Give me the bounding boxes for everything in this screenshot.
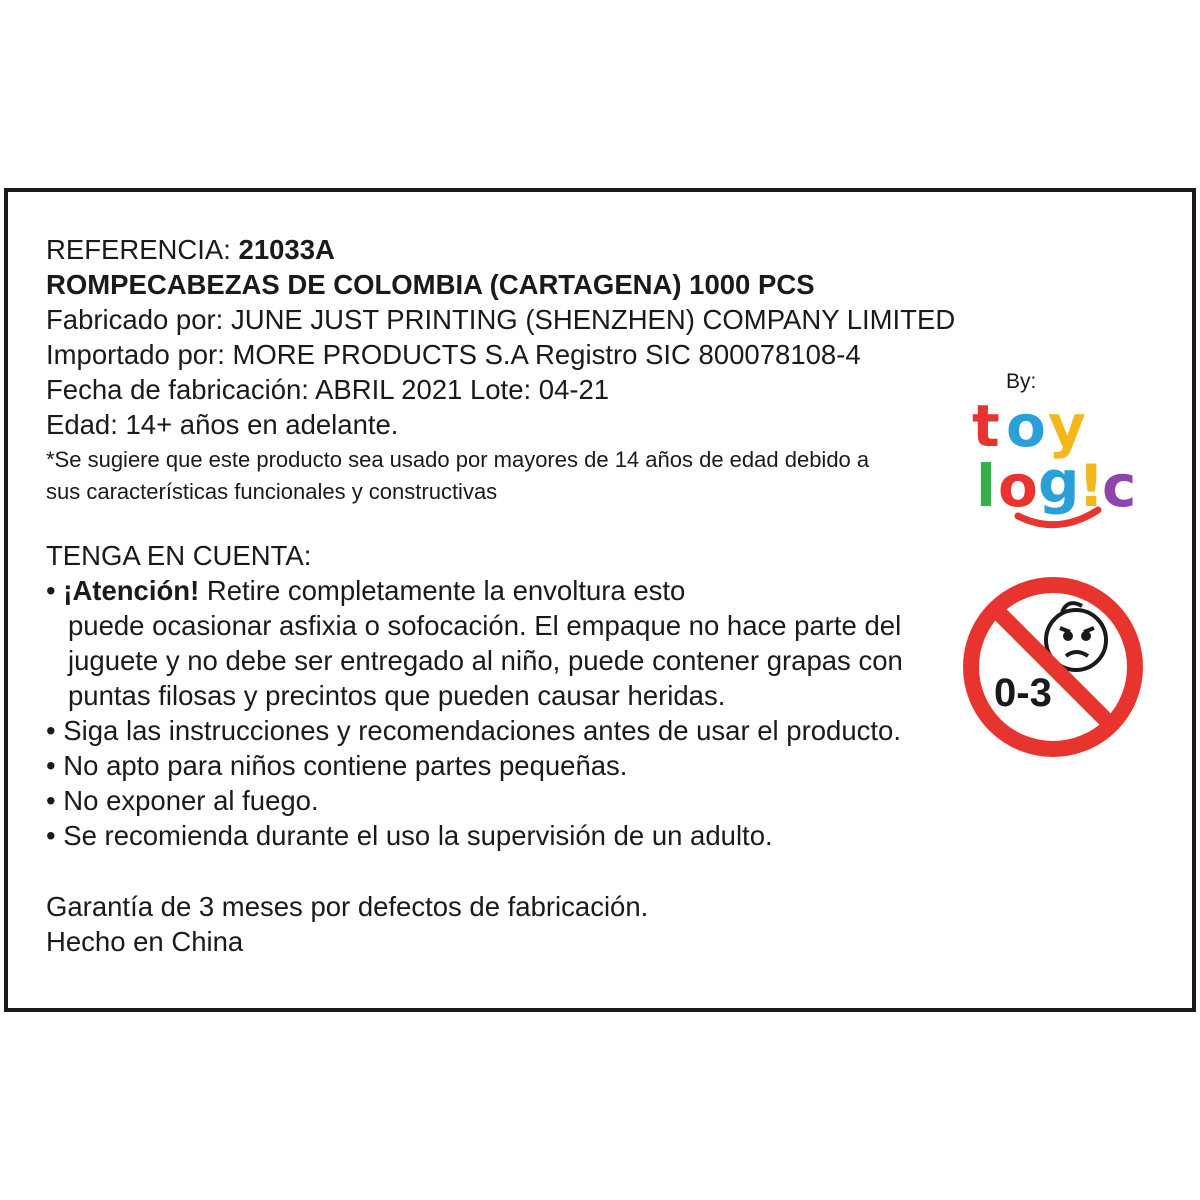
warning-item-2 [46,713,986,748]
logo-letter-c: c [1102,452,1137,520]
reference-line [46,232,986,267]
logo-letter-l: l [976,452,996,520]
bullet: • [46,820,56,851]
logo-letter-i: ! [1078,452,1105,520]
age-warning [958,572,1148,762]
warning-item-1-cont-2: juguete y no debe ser entregado al niño, puede contener grapas con [68,645,903,676]
fabrication-date-line: Fecha de fabricación: ABRIL 2021 Lote: 04-21 [46,374,610,405]
by-label: By: [1006,370,1037,393]
manufacturer-line: Fabricado por: JUNE JUST PRINTING (SHENZHEN) COMPANY LIMITED [46,304,956,335]
warnings-heading: TENGA EN CUENTA: [46,540,312,571]
age-line: Edad: 14+ años en adelante. [46,409,399,440]
age-note-line-2: sus características funcionales y constructivas [46,479,498,504]
warning-item-text: Retire completamente la envoltura esto [199,575,686,606]
label-text [46,232,986,959]
logo-letter-y: y [1048,394,1086,460]
attention-text: ¡Atención! [63,575,200,606]
logo-letter-o: o [1006,394,1046,460]
bullet: • [46,750,56,781]
age-note-line-1: *Se sugiere que este producto sea usado por mayores de 14 años de edad debido a [46,447,870,472]
warning-item-3 [46,748,986,783]
toy-logic-logo-icon [966,394,1152,540]
bullet: • [46,715,56,746]
logo-letter-t: t [972,394,1000,460]
importer-line: Importado por: MORE PRODUCTS S.A Registro SIC 800078108-4 [46,339,861,370]
warning-item-text: Se recomienda durante el uso la supervisión de un adulto. [63,820,773,851]
reference-label: REFERENCIA: [46,234,239,265]
logo-letter-o2: o [998,452,1038,520]
warning-item-text: No exponer al fuego. [63,785,319,816]
warning-item-text: Siga las instrucciones y recomendaciones antes de usar el producto. [63,715,901,746]
no-children-0-3-icon [958,572,1148,762]
origin-line: Hecho en China [46,926,244,957]
reference-code: 21033A [238,234,335,265]
product-title: ROMPECABEZAS DE COLOMBIA (CARTAGENA) 1000 PCS [46,269,815,300]
guarantee-line: Garantía de 3 meses por defectos de fabricación. [46,891,649,922]
warning-item-1-cont-1: puede ocasionar asfixia o sofocación. El empaque no hace parte del [68,610,902,641]
warning-item-4 [46,783,986,818]
warning-item-5 [46,818,986,853]
warning-item-text: No apto para niños contiene partes pequeñas. [63,750,628,781]
age-range-text: 0-3 [994,671,1052,715]
bullet: • [46,575,56,606]
logo-letter-g: g [1038,448,1080,516]
bullet: • [46,785,56,816]
warning-item-1-cont-3: puntas filosas y precintos que pueden causar heridas. [68,680,726,711]
warning-item-1 [46,573,986,608]
toy-logic-logo [966,370,1152,540]
